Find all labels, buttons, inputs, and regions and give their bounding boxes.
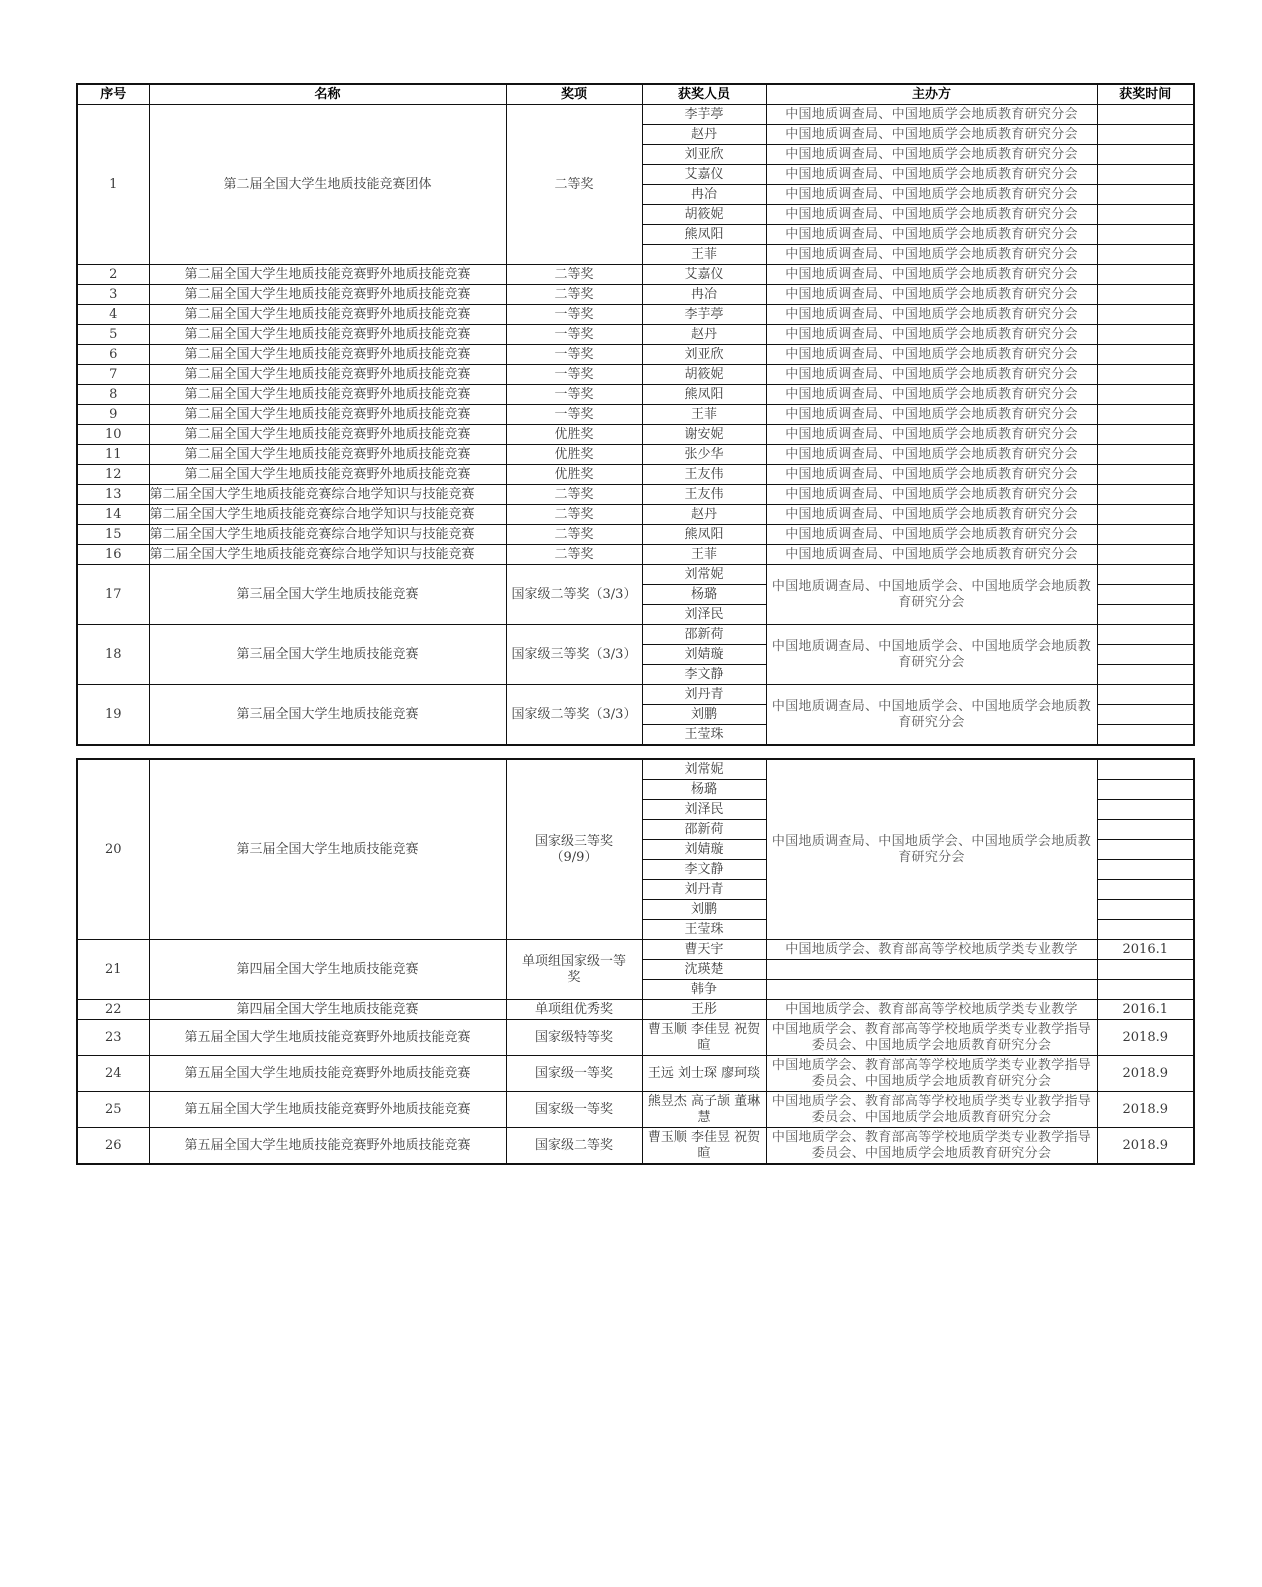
cell-no: 4 (77, 305, 149, 325)
cell-organizer: 中国地质学会、教育部高等学校地质学类专业教学指导委员会、中国地质学会地质教育研究分会 (766, 1056, 1097, 1092)
cell-award: 国家级二等奖 (506, 1128, 642, 1165)
table-row (77, 445, 1194, 465)
cell-time: 2016.1 (1097, 1000, 1194, 1020)
cell-award: 国家级三等奖（3/3） (506, 625, 642, 685)
cell-time (1097, 705, 1194, 725)
cell-time (1097, 245, 1194, 265)
cell-time: 2018.9 (1097, 1056, 1194, 1092)
cell-name: 第二届全国大学生地质技能竞赛野外地质技能竞赛 (149, 425, 506, 445)
header-row (77, 84, 1194, 105)
cell-name: 第五届全国大学生地质技能竞赛野外地质技能竞赛 (149, 1092, 506, 1128)
cell-no: 6 (77, 345, 149, 365)
cell-person: 冉冶 (642, 285, 766, 305)
cell-no: 26 (77, 1128, 149, 1165)
cell-person: 王友伟 (642, 465, 766, 485)
cell-time (1097, 145, 1194, 165)
table-row (77, 345, 1194, 365)
cell-award: 一等奖 (506, 325, 642, 345)
table-row (77, 759, 1194, 780)
cell-award: 国家级二等奖（3/3） (506, 565, 642, 625)
cell-no: 5 (77, 325, 149, 345)
table-row (77, 1128, 1194, 1165)
cell-name: 第二届全国大学生地质技能竞赛野外地质技能竞赛 (149, 345, 506, 365)
cell-time (1097, 505, 1194, 525)
cell-award: 二等奖 (506, 285, 642, 305)
cell-name: 第二届全国大学生地质技能竞赛野外地质技能竞赛 (149, 325, 506, 345)
cell-no: 22 (77, 1000, 149, 1020)
cell-time (1097, 920, 1194, 940)
cell-person: 邵新荷 (642, 820, 766, 840)
cell-person: 王菲 (642, 405, 766, 425)
cell-time (1097, 780, 1194, 800)
cell-organizer: 中国地质调查局、中国地质学会地质教育研究分会 (766, 385, 1097, 405)
cell-organizer: 中国地质学会、教育部高等学校地质学类专业教学 (766, 940, 1097, 960)
table-row (77, 425, 1194, 445)
header-person: 获奖人员 (642, 84, 766, 105)
cell-name: 第四届全国大学生地质技能竞赛 (149, 940, 506, 1000)
cell-person: 胡筱妮 (642, 205, 766, 225)
cell-award: 一等奖 (506, 385, 642, 405)
cell-organizer: 中国地质调查局、中国地质学会地质教育研究分会 (766, 525, 1097, 545)
cell-organizer: 中国地质调查局、中国地质学会地质教育研究分会 (766, 425, 1097, 445)
cell-award: 二等奖 (506, 525, 642, 545)
cell-no: 17 (77, 565, 149, 625)
cell-award: 优胜奖 (506, 465, 642, 485)
cell-time (1097, 625, 1194, 645)
header-organizer: 主办方 (766, 84, 1097, 105)
cell-person: 王菲 (642, 545, 766, 565)
cell-organizer: 中国地质调查局、中国地质学会地质教育研究分会 (766, 365, 1097, 385)
cell-name: 第五届全国大学生地质技能竞赛野外地质技能竞赛 (149, 1020, 506, 1056)
cell-time (1097, 665, 1194, 685)
cell-time (1097, 860, 1194, 880)
cell-person: 刘亚欣 (642, 345, 766, 365)
cell-person: 刘泽民 (642, 800, 766, 820)
table-row (77, 940, 1194, 960)
cell-time (1097, 485, 1194, 505)
cell-person: 曹玉顺 李佳昱 祝贺暄 (642, 1128, 766, 1165)
cell-time (1097, 840, 1194, 860)
cell-organizer: 中国地质调查局、中国地质学会地质教育研究分会 (766, 285, 1097, 305)
cell-organizer (766, 960, 1097, 980)
cell-time (1097, 725, 1194, 746)
cell-person: 刘婧璇 (642, 840, 766, 860)
cell-person: 刘泽民 (642, 605, 766, 625)
cell-organizer: 中国地质调查局、中国地质学会、中国地质学会地质教育研究分会 (766, 565, 1097, 625)
cell-no: 20 (77, 759, 149, 940)
cell-no: 7 (77, 365, 149, 385)
cell-no: 16 (77, 545, 149, 565)
cell-person: 沈瑛楚 (642, 960, 766, 980)
cell-time: 2016.1 (1097, 940, 1194, 960)
cell-no: 24 (77, 1056, 149, 1092)
table-row (77, 545, 1194, 565)
cell-time (1097, 880, 1194, 900)
cell-award: 二等奖 (506, 265, 642, 285)
cell-no: 15 (77, 525, 149, 545)
cell-time: 2018.9 (1097, 1128, 1194, 1165)
cell-award: 一等奖 (506, 345, 642, 365)
cell-no: 8 (77, 385, 149, 405)
cell-award: 国家级二等奖（3/3） (506, 685, 642, 746)
cell-no: 13 (77, 485, 149, 505)
table-row (77, 1092, 1194, 1128)
cell-time (1097, 585, 1194, 605)
table-row (77, 325, 1194, 345)
header-no: 序号 (77, 84, 149, 105)
cell-person: 曹天宇 (642, 940, 766, 960)
table-row (77, 305, 1194, 325)
cell-person: 赵丹 (642, 325, 766, 345)
cell-organizer (766, 980, 1097, 1000)
table-row (77, 285, 1194, 305)
cell-time: 2018.9 (1097, 1020, 1194, 1056)
cell-organizer: 中国地质调查局、中国地质学会地质教育研究分会 (766, 405, 1097, 425)
cell-time (1097, 565, 1194, 585)
cell-time (1097, 345, 1194, 365)
cell-organizer: 中国地质调查局、中国地质学会地质教育研究分会 (766, 165, 1097, 185)
cell-organizer: 中国地质调查局、中国地质学会地质教育研究分会 (766, 185, 1097, 205)
cell-time (1097, 365, 1194, 385)
cell-no: 11 (77, 445, 149, 465)
cell-time (1097, 165, 1194, 185)
cell-organizer: 中国地质调查局、中国地质学会地质教育研究分会 (766, 325, 1097, 345)
cell-time (1097, 900, 1194, 920)
cell-organizer: 中国地质调查局、中国地质学会地质教育研究分会 (766, 465, 1097, 485)
cell-name: 第三届全国大学生地质技能竞赛 (149, 685, 506, 746)
cell-award: 一等奖 (506, 405, 642, 425)
table-row (77, 505, 1194, 525)
cell-award: 二等奖 (506, 505, 642, 525)
cell-person: 曹玉顺 李佳昱 祝贺暄 (642, 1020, 766, 1056)
cell-person: 赵丹 (642, 125, 766, 145)
cell-organizer: 中国地质调查局、中国地质学会地质教育研究分会 (766, 305, 1097, 325)
cell-no: 12 (77, 465, 149, 485)
cell-no: 18 (77, 625, 149, 685)
cell-name: 第二届全国大学生地质技能竞赛野外地质技能竞赛 (149, 285, 506, 305)
cell-person: 刘鹏 (642, 900, 766, 920)
cell-person: 熊昱杰 高子颉 董琳慧 (642, 1092, 766, 1128)
cell-no: 19 (77, 685, 149, 746)
cell-time (1097, 385, 1194, 405)
cell-award: 国家级特等奖 (506, 1020, 642, 1056)
cell-organizer: 中国地质调查局、中国地质学会、中国地质学会地质教育研究分会 (766, 685, 1097, 746)
cell-no: 2 (77, 265, 149, 285)
cell-organizer: 中国地质调查局、中国地质学会地质教育研究分会 (766, 125, 1097, 145)
cell-no: 9 (77, 405, 149, 425)
cell-time (1097, 980, 1194, 1000)
cell-organizer: 中国地质学会、教育部高等学校地质学类专业教学指导委员会、中国地质学会地质教育研究分会 (766, 1020, 1097, 1056)
cell-organizer: 中国地质调查局、中国地质学会地质教育研究分会 (766, 545, 1097, 565)
cell-name: 第二届全国大学生地质技能竞赛综合地学知识与技能竞赛 (149, 485, 506, 505)
table-row (77, 265, 1194, 285)
cell-name: 第五届全国大学生地质技能竞赛野外地质技能竞赛 (149, 1128, 506, 1165)
table-row (77, 1000, 1194, 1020)
cell-time (1097, 465, 1194, 485)
cell-name: 第二届全国大学生地质技能竞赛野外地质技能竞赛 (149, 445, 506, 465)
cell-person: 刘丹青 (642, 685, 766, 705)
cell-organizer: 中国地质调查局、中国地质学会地质教育研究分会 (766, 145, 1097, 165)
cell-name: 第二届全国大学生地质技能竞赛野外地质技能竞赛 (149, 265, 506, 285)
cell-organizer: 中国地质调查局、中国地质学会地质教育研究分会 (766, 505, 1097, 525)
cell-person: 刘鹏 (642, 705, 766, 725)
cell-person: 李芋葶 (642, 305, 766, 325)
cell-time (1097, 960, 1194, 980)
cell-organizer: 中国地质调查局、中国地质学会地质教育研究分会 (766, 105, 1097, 125)
cell-name: 第二届全国大学生地质技能竞赛野外地质技能竞赛 (149, 465, 506, 485)
cell-no: 23 (77, 1020, 149, 1056)
cell-time (1097, 525, 1194, 545)
cell-award: 一等奖 (506, 365, 642, 385)
cell-person: 王友伟 (642, 485, 766, 505)
cell-person: 杨璐 (642, 780, 766, 800)
cell-name: 第五届全国大学生地质技能竞赛野外地质技能竞赛 (149, 1056, 506, 1092)
cell-organizer: 中国地质调查局、中国地质学会、中国地质学会地质教育研究分会 (766, 759, 1097, 940)
cell-award: 优胜奖 (506, 445, 642, 465)
cell-person: 王远 刘士琛 廖珂琰 (642, 1056, 766, 1092)
cell-time (1097, 325, 1194, 345)
cell-person: 王莹珠 (642, 725, 766, 746)
cell-organizer: 中国地质调查局、中国地质学会地质教育研究分会 (766, 445, 1097, 465)
cell-organizer: 中国地质调查局、中国地质学会地质教育研究分会 (766, 245, 1097, 265)
cell-organizer: 中国地质调查局、中国地质学会地质教育研究分会 (766, 265, 1097, 285)
cell-time (1097, 605, 1194, 625)
cell-time (1097, 545, 1194, 565)
cell-person: 刘常妮 (642, 759, 766, 780)
cell-time (1097, 225, 1194, 245)
cell-organizer: 中国地质调查局、中国地质学会地质教育研究分会 (766, 345, 1097, 365)
cell-person: 冉冶 (642, 185, 766, 205)
awards-table-part-1 (76, 83, 1195, 746)
cell-person: 杨璐 (642, 585, 766, 605)
cell-person: 刘丹青 (642, 880, 766, 900)
awards-table-part-2 (76, 758, 1195, 1165)
cell-person: 王彤 (642, 1000, 766, 1020)
cell-organizer: 中国地质学会、教育部高等学校地质学类专业教学指导委员会、中国地质学会地质教育研究分会 (766, 1092, 1097, 1128)
cell-no: 21 (77, 940, 149, 1000)
cell-no: 3 (77, 285, 149, 305)
cell-person: 胡筱妮 (642, 365, 766, 385)
cell-organizer: 中国地质调查局、中国地质学会、中国地质学会地质教育研究分会 (766, 625, 1097, 685)
cell-time (1097, 105, 1194, 125)
table-row (77, 105, 1194, 125)
cell-name: 第二届全国大学生地质技能竞赛综合地学知识与技能竞赛 (149, 545, 506, 565)
cell-award: 一等奖 (506, 305, 642, 325)
table-row (77, 1056, 1194, 1092)
cell-person: 李芋葶 (642, 105, 766, 125)
cell-award: 二等奖 (506, 105, 642, 265)
cell-time (1097, 425, 1194, 445)
cell-person: 李文静 (642, 665, 766, 685)
cell-time (1097, 820, 1194, 840)
cell-award: 国家级一等奖 (506, 1092, 642, 1128)
cell-no: 14 (77, 505, 149, 525)
cell-person: 熊凤阳 (642, 225, 766, 245)
cell-no: 10 (77, 425, 149, 445)
cell-name: 第二届全国大学生地质技能竞赛野外地质技能竞赛 (149, 305, 506, 325)
cell-person: 艾嘉仪 (642, 165, 766, 185)
cell-time (1097, 685, 1194, 705)
cell-time (1097, 305, 1194, 325)
cell-name: 第三届全国大学生地质技能竞赛 (149, 625, 506, 685)
cell-person: 王菲 (642, 245, 766, 265)
cell-award: 国家级三等奖（9/9） (506, 759, 642, 940)
cell-time (1097, 445, 1194, 465)
cell-name: 第二届全国大学生地质技能竞赛综合地学知识与技能竞赛 (149, 505, 506, 525)
cell-person: 王莹珠 (642, 920, 766, 940)
cell-organizer: 中国地质调查局、中国地质学会地质教育研究分会 (766, 485, 1097, 505)
cell-organizer: 中国地质学会、教育部高等学校地质学类专业教学 (766, 1000, 1097, 1020)
header-award: 奖项 (506, 84, 642, 105)
table-row (77, 465, 1194, 485)
cell-award: 优胜奖 (506, 425, 642, 445)
cell-person: 赵丹 (642, 505, 766, 525)
cell-person: 熊凤阳 (642, 385, 766, 405)
cell-name: 第二届全国大学生地质技能竞赛野外地质技能竞赛 (149, 405, 506, 425)
cell-award: 二等奖 (506, 485, 642, 505)
cell-award: 二等奖 (506, 545, 642, 565)
cell-time (1097, 205, 1194, 225)
cell-organizer: 中国地质学会、教育部高等学校地质学类专业教学指导委员会、中国地质学会地质教育研究分会 (766, 1128, 1097, 1165)
table-row (77, 405, 1194, 425)
table-row (77, 485, 1194, 505)
cell-name: 第三届全国大学生地质技能竞赛 (149, 759, 506, 940)
header-name: 名称 (149, 84, 506, 105)
cell-name: 第二届全国大学生地质技能竞赛综合地学知识与技能竞赛 (149, 525, 506, 545)
cell-person: 邵新荷 (642, 625, 766, 645)
table-row (77, 385, 1194, 405)
cell-name: 第二届全国大学生地质技能竞赛野外地质技能竞赛 (149, 385, 506, 405)
cell-name: 第四届全国大学生地质技能竞赛 (149, 1000, 506, 1020)
table-row (77, 565, 1194, 585)
cell-time (1097, 185, 1194, 205)
header-time: 获奖时间 (1097, 84, 1194, 105)
cell-organizer: 中国地质调查局、中国地质学会地质教育研究分会 (766, 225, 1097, 245)
cell-no: 25 (77, 1092, 149, 1128)
cell-person: 熊凤阳 (642, 525, 766, 545)
cell-name: 第二届全国大学生地质技能竞赛野外地质技能竞赛 (149, 365, 506, 385)
cell-person: 张少华 (642, 445, 766, 465)
cell-name: 第三届全国大学生地质技能竞赛 (149, 565, 506, 625)
table-row (77, 1020, 1194, 1056)
table-row (77, 625, 1194, 645)
cell-time (1097, 800, 1194, 820)
table-row (77, 685, 1194, 705)
cell-time (1097, 125, 1194, 145)
cell-person: 刘常妮 (642, 565, 766, 585)
cell-person: 艾嘉仪 (642, 265, 766, 285)
cell-time (1097, 645, 1194, 665)
cell-person: 谢安妮 (642, 425, 766, 445)
cell-person: 李文静 (642, 860, 766, 880)
cell-time (1097, 759, 1194, 780)
cell-time (1097, 285, 1194, 305)
cell-award: 国家级一等奖 (506, 1056, 642, 1092)
cell-time (1097, 405, 1194, 425)
cell-time (1097, 265, 1194, 285)
cell-award: 单项组国家级一等奖 (506, 940, 642, 1000)
table-row (77, 365, 1194, 385)
cell-no: 1 (77, 105, 149, 265)
cell-person: 刘亚欣 (642, 145, 766, 165)
table-row (77, 525, 1194, 545)
cell-organizer: 中国地质调查局、中国地质学会地质教育研究分会 (766, 205, 1097, 225)
cell-award: 单项组优秀奖 (506, 1000, 642, 1020)
cell-person: 刘婧璇 (642, 645, 766, 665)
cell-person: 韩争 (642, 980, 766, 1000)
cell-name: 第二届全国大学生地质技能竞赛团体 (149, 105, 506, 265)
cell-time: 2018.9 (1097, 1092, 1194, 1128)
